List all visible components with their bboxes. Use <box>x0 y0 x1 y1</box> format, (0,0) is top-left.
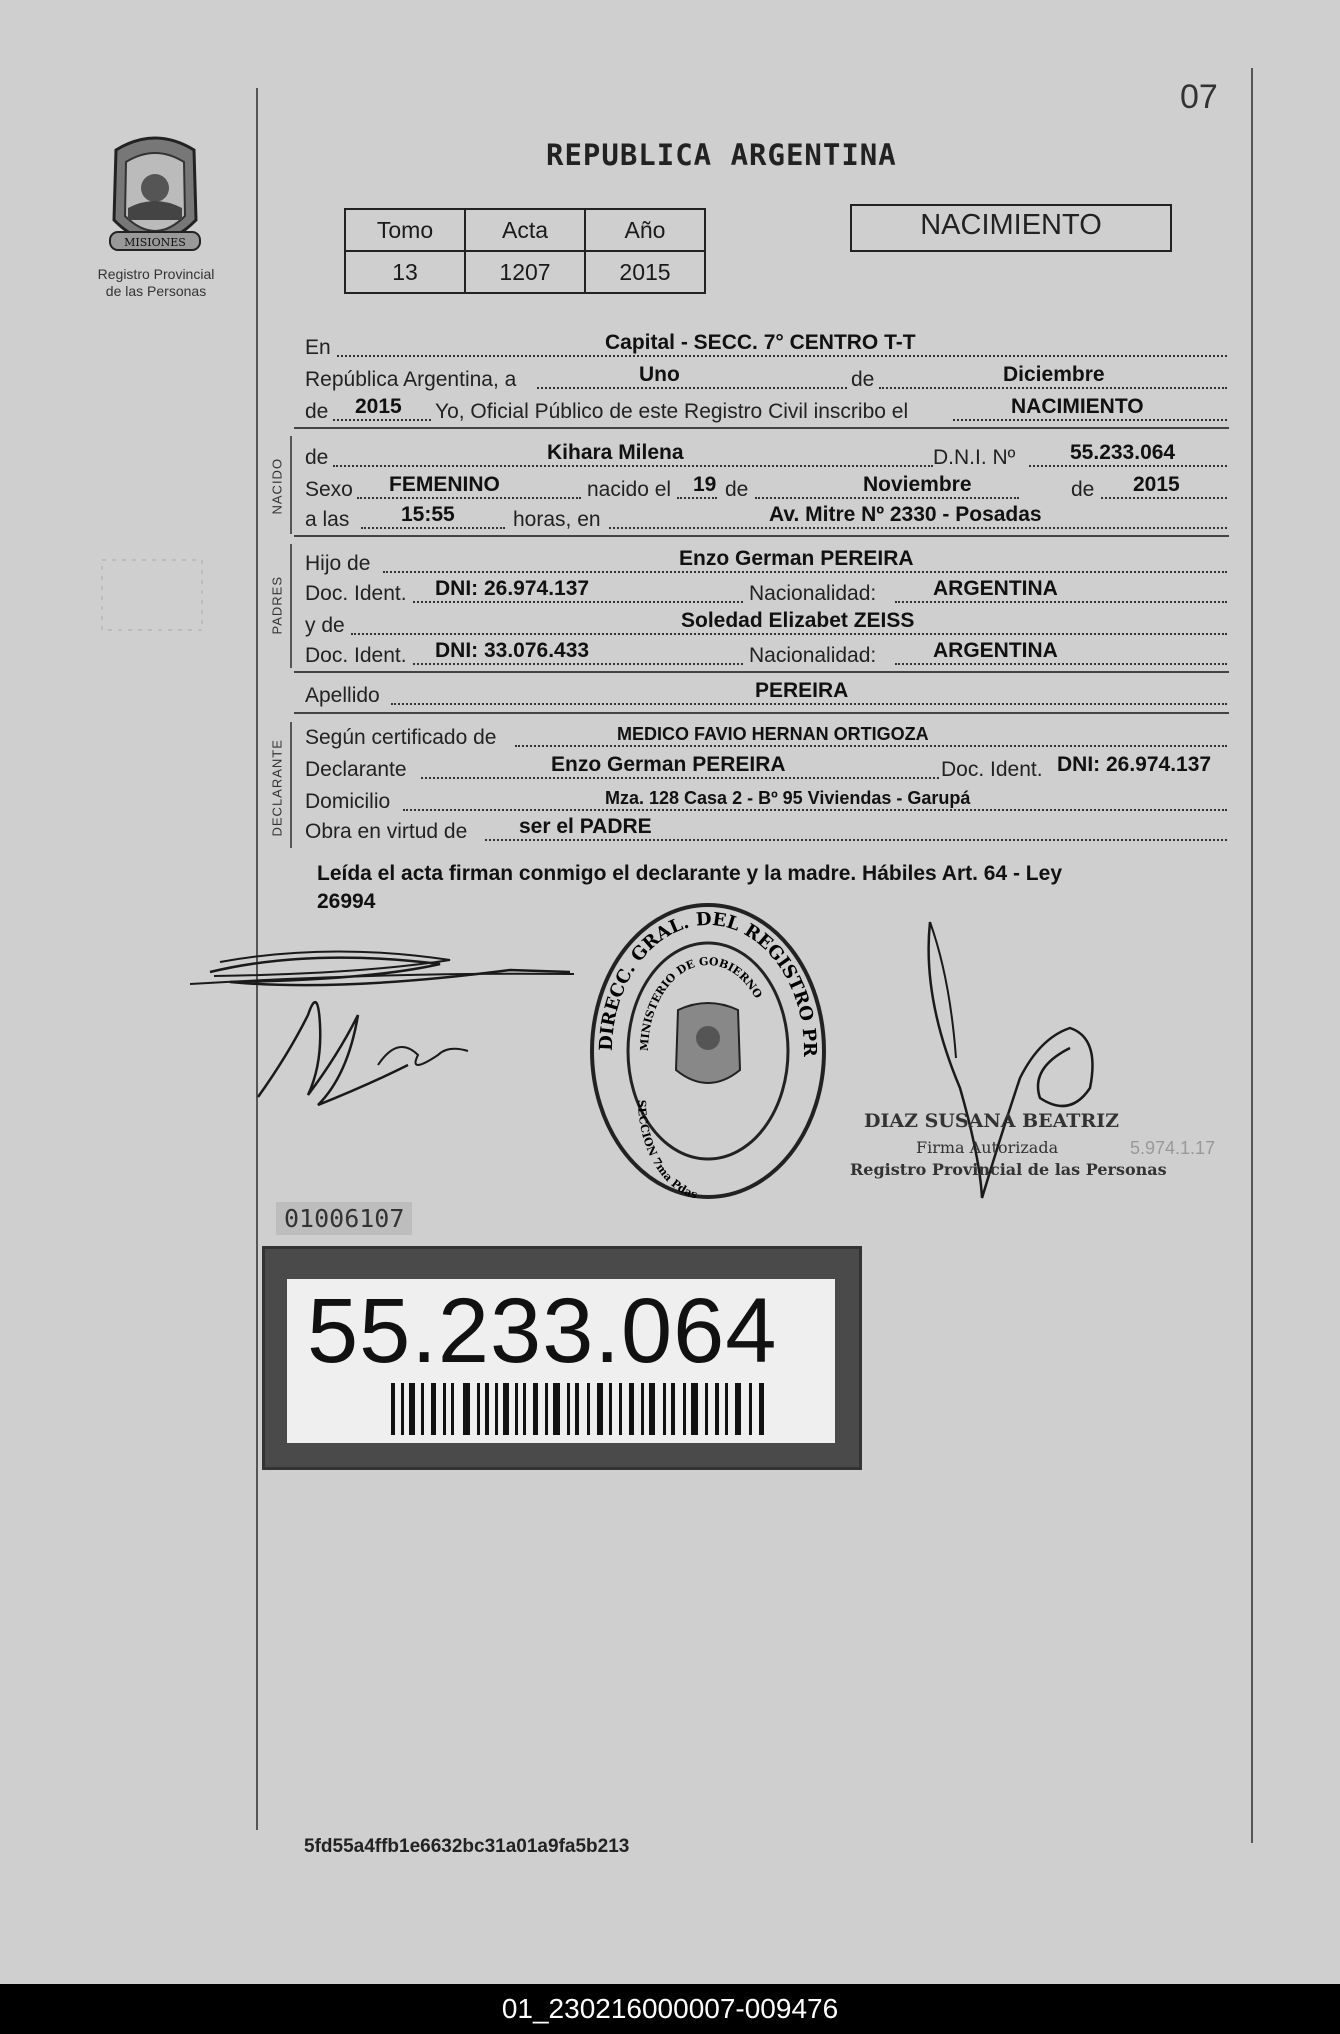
value-domicilio: Mza. 128 Casa 2 - Bº 95 Viviendas - Garupá <box>605 788 971 808</box>
record-table <box>344 208 706 294</box>
label-segun-certificado: Según certificado de <box>305 726 497 749</box>
label-sexo: Sexo <box>305 478 353 501</box>
header-acta: Acta <box>465 209 585 251</box>
document-hash: 5fd55a4ffb1e6632bc31a01a9fa5b213 <box>304 1836 630 1857</box>
value-madre-nac: ARGENTINA <box>933 639 1058 662</box>
value-certificado: MEDICO FAVIO HERNAN ORTIGOZA <box>617 724 929 744</box>
label-en: En <box>305 336 331 359</box>
label-y-de: y de <box>305 614 345 637</box>
value-padre: Enzo German PEREIRA <box>679 547 914 570</box>
row-lugar <box>305 331 1227 362</box>
barcode-bars <box>391 1383 771 1435</box>
label-doc-ident-declarante: Doc. Ident. <box>941 758 1043 781</box>
row-nombre <box>305 441 1227 472</box>
divider-4 <box>294 712 1229 714</box>
closing-line2: 26994 <box>317 890 376 913</box>
officer-faint-ref: 5.974.1.17 <box>1130 1138 1216 1158</box>
side-label-declarante: DECLARANTE <box>269 739 285 837</box>
label-obra-en-virtud: Obra en virtud de <box>305 820 468 843</box>
value-dni: 55.233.064 <box>1070 441 1176 464</box>
right-margin-line <box>1251 68 1253 1843</box>
value-anio-nac: 2015 <box>1133 473 1180 496</box>
signature-madre <box>248 985 488 1115</box>
label-horas-en: horas, en <box>513 508 601 531</box>
header-tomo: Tomo <box>345 209 465 251</box>
row-declarante <box>305 753 1227 784</box>
officer-name: DIAZ SUSANA BEATRIZ <box>864 1110 1119 1132</box>
row-inscripcion <box>305 395 1227 426</box>
label-a-las: a las <box>305 508 350 531</box>
control-number: 01006107 <box>276 1202 412 1235</box>
record-type-box: NACIMIENTO <box>850 204 1172 252</box>
value-dia: Uno <box>639 363 680 386</box>
value-padre-nac: ARGENTINA <box>933 577 1058 600</box>
divider-1 <box>294 427 1229 429</box>
value-obra: ser el PADRE <box>519 815 652 838</box>
officer-role: Firma Autorizada <box>916 1138 1059 1157</box>
label-nacionalidad-padre: Nacionalidad: <box>749 582 877 605</box>
label-nacido-el: nacido el <box>587 478 672 501</box>
label-doc-ident-padre: Doc. Ident. <box>305 582 407 605</box>
official-seal <box>586 900 830 1202</box>
row-padre <box>305 547 1227 578</box>
row-sexo <box>305 473 1227 504</box>
row-fecha <box>305 363 1227 394</box>
registry-caption <box>78 266 234 300</box>
row-hora <box>305 503 1227 534</box>
barcode-label <box>262 1246 862 1470</box>
seal-inner-text: MINISTERIO DE GOBIERNO <box>637 954 765 1052</box>
row-domicilio <box>305 788 1227 816</box>
value-tipo-inscripcion: NACIMIENTO <box>1011 395 1144 418</box>
value-mes-nac: Noviembre <box>863 473 972 496</box>
padres-bracket <box>290 544 292 668</box>
value-lugar: Capital - SECC. 7° CENTRO T-T <box>605 331 916 354</box>
value-madre-doc: DNI: 33.076.433 <box>435 639 590 662</box>
value-tomo: 13 <box>345 251 465 293</box>
footer-id: 01_230216000007-009476 <box>0 1984 1340 2034</box>
row-madre-doc <box>305 639 1227 670</box>
label-de-anio-nac: de <box>1071 478 1095 501</box>
record-table-values <box>345 251 705 293</box>
value-padre-doc: DNI: 26.974.137 <box>435 577 590 600</box>
province-emblem <box>96 130 214 262</box>
seal-bottom-text: SECCION 7ma Pdas <box>634 1099 699 1202</box>
value-nombre: Kihara Milena <box>547 441 684 464</box>
value-sexo: FEMENINO <box>389 473 500 496</box>
label-declarante: Declarante <box>305 758 407 781</box>
label-dni: D.N.I. Nº <box>933 446 1016 469</box>
barcode-inner <box>287 1279 835 1443</box>
label-doc-ident-madre: Doc. Ident. <box>305 644 407 667</box>
label-yo-oficial: Yo, Oficial Público de este Registro Civil inscribo el <box>435 400 909 423</box>
value-declarante: Enzo German PEREIRA <box>551 753 786 776</box>
value-anio: 2015 <box>355 395 402 418</box>
nacido-bracket <box>290 436 292 534</box>
seal-outer-text: DIRECC. GRAL. DEL REGISTRO PR <box>595 908 821 1057</box>
row-madre <box>305 609 1227 640</box>
value-acta: 1207 <box>465 251 585 293</box>
label-republica: República Argentina, a <box>305 368 517 391</box>
label-domicilio: Domicilio <box>305 790 391 813</box>
label-de-anio: de <box>305 400 329 423</box>
value-hora: 15:55 <box>401 503 455 526</box>
barcode-number: 55.233.064 <box>307 1280 778 1382</box>
label-de-nombre: de <box>305 446 329 469</box>
value-declarante-doc: DNI: 26.974.137 <box>1057 753 1212 776</box>
declarante-bracket <box>290 722 292 848</box>
label-de-mes: de <box>851 368 875 391</box>
document-title: REPUBLICA ARGENTINA <box>546 138 897 172</box>
label-nacionalidad-madre: Nacionalidad: <box>749 644 877 667</box>
divider-2 <box>294 535 1229 537</box>
row-padre-doc <box>305 577 1227 608</box>
value-apellido: PEREIRA <box>755 679 849 702</box>
registry-caption-line1: Registro Provincial <box>97 266 215 282</box>
page-number: 07 <box>1180 78 1218 116</box>
row-apellido <box>305 679 1227 710</box>
value-anio: 2015 <box>585 251 705 293</box>
value-lugar-nac: Av. Mitre Nº 2330 - Posadas <box>769 503 1042 526</box>
value-mes: Diciembre <box>1003 363 1105 386</box>
value-madre: Soledad Elizabet ZEISS <box>681 609 915 632</box>
row-obra <box>305 815 1227 846</box>
officer-registry: Registro Provincial de las Personas <box>850 1160 1167 1179</box>
row-certificado <box>305 724 1227 752</box>
side-label-padres: PADRES <box>269 576 285 635</box>
header-anio: Año <box>585 209 705 251</box>
value-dia-nac: 19 <box>693 473 717 496</box>
record-table-header <box>345 209 705 251</box>
registry-caption-line2: de las Personas <box>105 283 207 299</box>
label-apellido: Apellido <box>305 684 380 707</box>
closing-line1: Leída el acta firman conmigo el declarante y la madre. Hábiles Art. 64 - Ley <box>317 862 1062 885</box>
label-de-mes-nac: de <box>725 478 749 501</box>
divider-3 <box>294 671 1229 673</box>
svg-text:MISIONES: MISIONES <box>124 236 186 249</box>
side-label-nacido: NACIDO <box>269 457 285 515</box>
label-hijo-de: Hijo de <box>305 552 371 575</box>
faint-left-mark <box>92 550 212 640</box>
